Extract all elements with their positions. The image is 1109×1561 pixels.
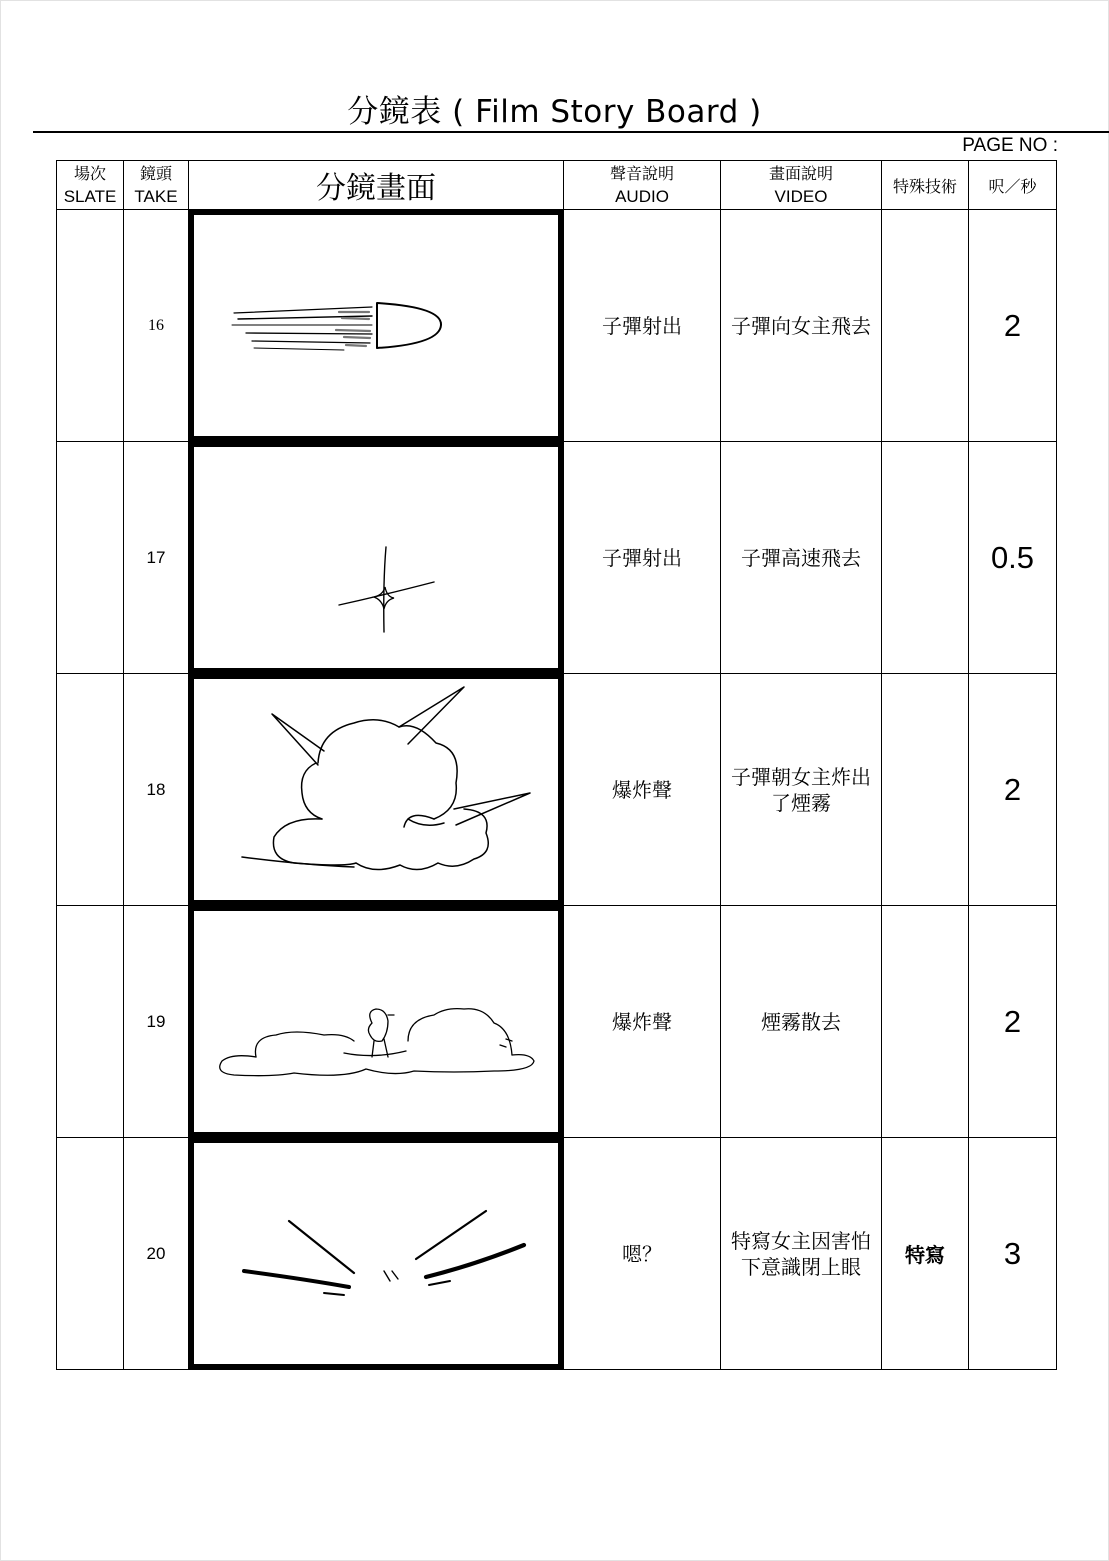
duration-cell: 2 [969, 906, 1057, 1138]
take-header [124, 161, 189, 210]
header-row [57, 161, 1057, 210]
closed-eyes-sketch-icon [194, 1143, 558, 1364]
frame-cell [189, 210, 564, 442]
duration-header: 呎／秒 [969, 161, 1057, 210]
video-cell: 子彈朝女主炸出了煙霧 [721, 674, 882, 906]
technique-cell [882, 674, 969, 906]
take-cell: 17 [124, 442, 189, 674]
slate-cell [57, 906, 124, 1138]
technique-cell: 特寫 [882, 1138, 969, 1370]
duration-cell: 2 [969, 674, 1057, 906]
page-title: 分鏡表 ( Film Story Board ) [347, 94, 762, 130]
video-cell: 特寫女主因害怕下意識閉上眼 [721, 1138, 882, 1370]
frame-header: 分鏡畫面 [189, 161, 564, 210]
duration-cell: 3 [969, 1138, 1057, 1370]
audio-header [564, 161, 721, 210]
storyboard-row [57, 442, 1057, 674]
duration-cell: 2 [969, 210, 1057, 442]
audio-cell: 子彈射出 [564, 442, 721, 674]
take-cell: 16 [124, 210, 189, 442]
video-cell: 煙霧散去 [721, 906, 882, 1138]
audio-header-en: AUDIO [615, 187, 669, 206]
frame-cell [189, 1138, 564, 1370]
page-number-label: PAGE NO : [962, 135, 1058, 156]
audio-header-zh: 聲音說明 [609, 164, 674, 183]
explosion-sketch-icon [194, 679, 558, 900]
frame-panel [189, 674, 563, 905]
slate-cell [57, 210, 124, 442]
slate-header [57, 161, 124, 210]
frame-cell [189, 442, 564, 674]
audio-cell: 子彈射出 [564, 210, 721, 442]
slate-cell [57, 674, 124, 906]
take-header-en: TAKE [134, 187, 178, 206]
video-header-en: VIDEO [774, 187, 828, 206]
storyboard-row [57, 1138, 1057, 1370]
take-cell: 18 [124, 674, 189, 906]
frame-panel [189, 210, 563, 441]
frame-panel [189, 1138, 563, 1369]
slate-cell [57, 442, 124, 674]
slate-header-zh: 場次 [73, 164, 106, 183]
audio-cell: 爆炸聲 [564, 674, 721, 906]
title-divider [33, 131, 1109, 133]
video-cell: 子彈高速飛去 [721, 442, 882, 674]
take-header-zh: 鏡頭 [139, 164, 172, 183]
frame-panel [189, 442, 563, 673]
video-header [721, 161, 882, 210]
take-cell: 19 [124, 906, 189, 1138]
frame-cell [189, 906, 564, 1138]
audio-cell: 嗯？ [564, 1138, 721, 1370]
technique-cell [882, 906, 969, 1138]
frame-cell [189, 674, 564, 906]
technique-cell [882, 210, 969, 442]
slate-cell [57, 1138, 124, 1370]
storyboard-row [57, 906, 1057, 1138]
smoke-clearing-sketch-icon [194, 911, 558, 1132]
technique-cell [882, 442, 969, 674]
frame-panel [189, 906, 563, 1137]
take-cell: 20 [124, 1138, 189, 1370]
sparkle-sketch-icon [194, 447, 558, 668]
technique-header: 特殊技術 [882, 161, 969, 210]
storyboard-table [56, 160, 1057, 1370]
storyboard-row [57, 210, 1057, 442]
storyboard-row [57, 674, 1057, 906]
audio-cell: 爆炸聲 [564, 906, 721, 1138]
video-cell: 子彈向女主飛去 [721, 210, 882, 442]
video-header-zh: 畫面說明 [768, 164, 833, 183]
duration-cell: 0.5 [969, 442, 1057, 674]
bullet-sketch-icon [194, 215, 558, 436]
slate-header-en: SLATE [63, 187, 117, 206]
